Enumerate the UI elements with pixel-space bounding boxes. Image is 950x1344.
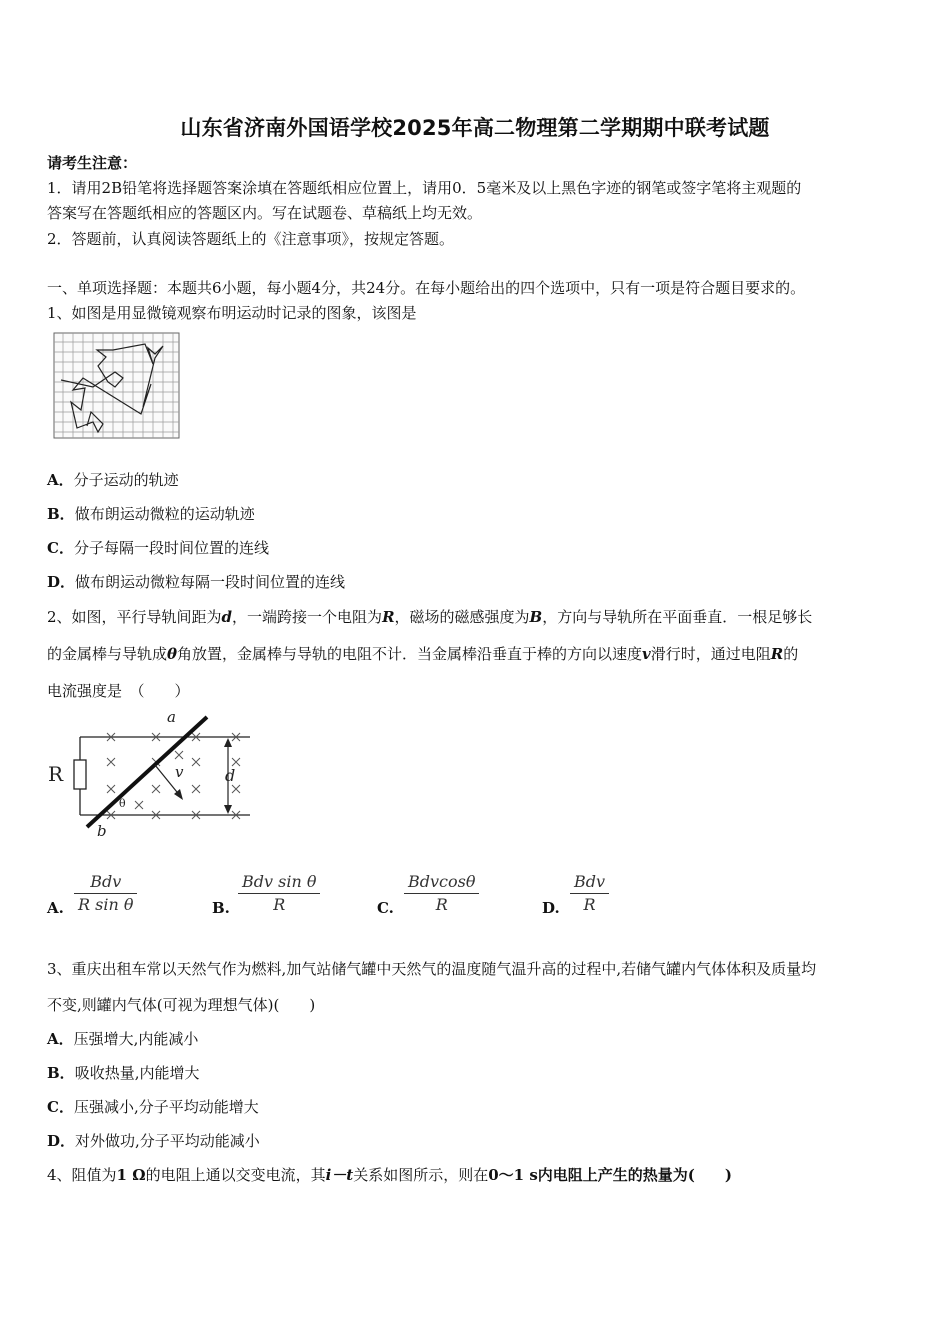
q2-stem-line-1: 2、如图，平行导轨间距为d，一端跨接一个电阻为R，磁场的磁感强度为B，方向与导轨所在平面垂直．一根足够长 xyxy=(47,608,813,626)
q1-option-b[interactable]: B．做布朗运动微粒的运动轨迹 xyxy=(47,505,255,523)
q3-option-b[interactable]: B．吸收热量,内能增大 xyxy=(47,1064,200,1082)
section-heading: 一、单项选择题：本题共6小题，每小题4分，共24分。在每小题给出的四个选项中，只有一项是符合题目要求的。 xyxy=(47,279,806,297)
q1-option-c[interactable]: C．分子每隔一段时间位置的连线 xyxy=(47,539,269,557)
q2-stem-line-3: 电流强度是 （ ） xyxy=(47,682,190,700)
q2-option-a-label[interactable]: A. xyxy=(47,899,64,917)
q3-option-c[interactable]: C．压强减小,分子平均动能增大 xyxy=(47,1098,259,1116)
notice-line-1: 1．请用2B铅笔将选择题答案涂填在答题纸相应位置上，请用0．5毫米及以上黑色字迹的钢笔或签字笔将主观题的 xyxy=(47,179,802,197)
rod-end-b-label: b xyxy=(97,822,107,840)
rod-end-a-label: a xyxy=(167,708,176,726)
q3-stem-line-1: 3、重庆出租车常以天然气作为燃料,加气站储气罐中天然气的温度随气温升高的过程中,若储气罐内气体体积及质量均 xyxy=(47,960,817,978)
q3-stem-line-2: 不变,则罐内气体(可视为理想气体)( ) xyxy=(47,996,316,1014)
rail-circuit-figure xyxy=(45,705,260,840)
q2-option-c-label[interactable]: C. xyxy=(377,899,394,917)
q3-option-d[interactable]: D．对外做功,分子平均动能减小 xyxy=(47,1132,260,1150)
resistor xyxy=(74,760,86,789)
notice-line-3: 2．答题前，认真阅读答题纸上的《注意事项》，按规定答题。 xyxy=(47,230,455,248)
metal-rod xyxy=(87,717,207,827)
q1-option-d[interactable]: D．做布朗运动微粒每隔一段时间位置的连线 xyxy=(47,573,346,591)
q4-stem: 4、阻值为1 Ω的电阻上通以交变电流，其i－t关系如图所示，则在0～1 s内电阻上产生的热量为( ) xyxy=(47,1166,732,1184)
velocity-label: v xyxy=(175,763,184,781)
q2-option-c-fraction[interactable]: Bdvcosθ R xyxy=(404,871,479,916)
q2-option-a-fraction[interactable]: Bdv R sin θ xyxy=(74,871,137,916)
q2-option-b-label[interactable]: B. xyxy=(212,899,230,917)
resistor-label: R xyxy=(48,762,64,786)
q2-option-b-fraction[interactable]: Bdv sin θ R xyxy=(238,871,320,916)
page-title: 山东省济南外国语学校2025年高二物理第二学期期中联考试题 xyxy=(180,116,770,140)
q2-stem-line-2: 的金属棒与导轨成θ角放置，金属棒与导轨的电阻不计．当金属棒沿垂直于棒的方向以速度v滑行时，通过电阻R的 xyxy=(47,645,799,663)
notice-header: 请考生注意： xyxy=(47,154,138,172)
spacing-label: d xyxy=(225,766,236,785)
brownian-motion-figure xyxy=(53,332,181,440)
q3-option-a[interactable]: A．压强增大,内能减小 xyxy=(47,1030,199,1048)
q2-option-d-fraction[interactable]: Bdv R xyxy=(570,871,609,916)
q1-stem: 1、如图是用显微镜观察布明运动时记录的图象，该图是 xyxy=(47,304,417,322)
notice-line-2: 答案写在答题纸相应的答题区内。写在试题卷、草稿纸上均无效。 xyxy=(47,204,483,222)
q2-option-d-label[interactable]: D. xyxy=(542,899,560,917)
q1-option-a[interactable]: A．分子运动的轨迹 xyxy=(47,471,179,489)
angle-label: θ xyxy=(119,797,126,810)
